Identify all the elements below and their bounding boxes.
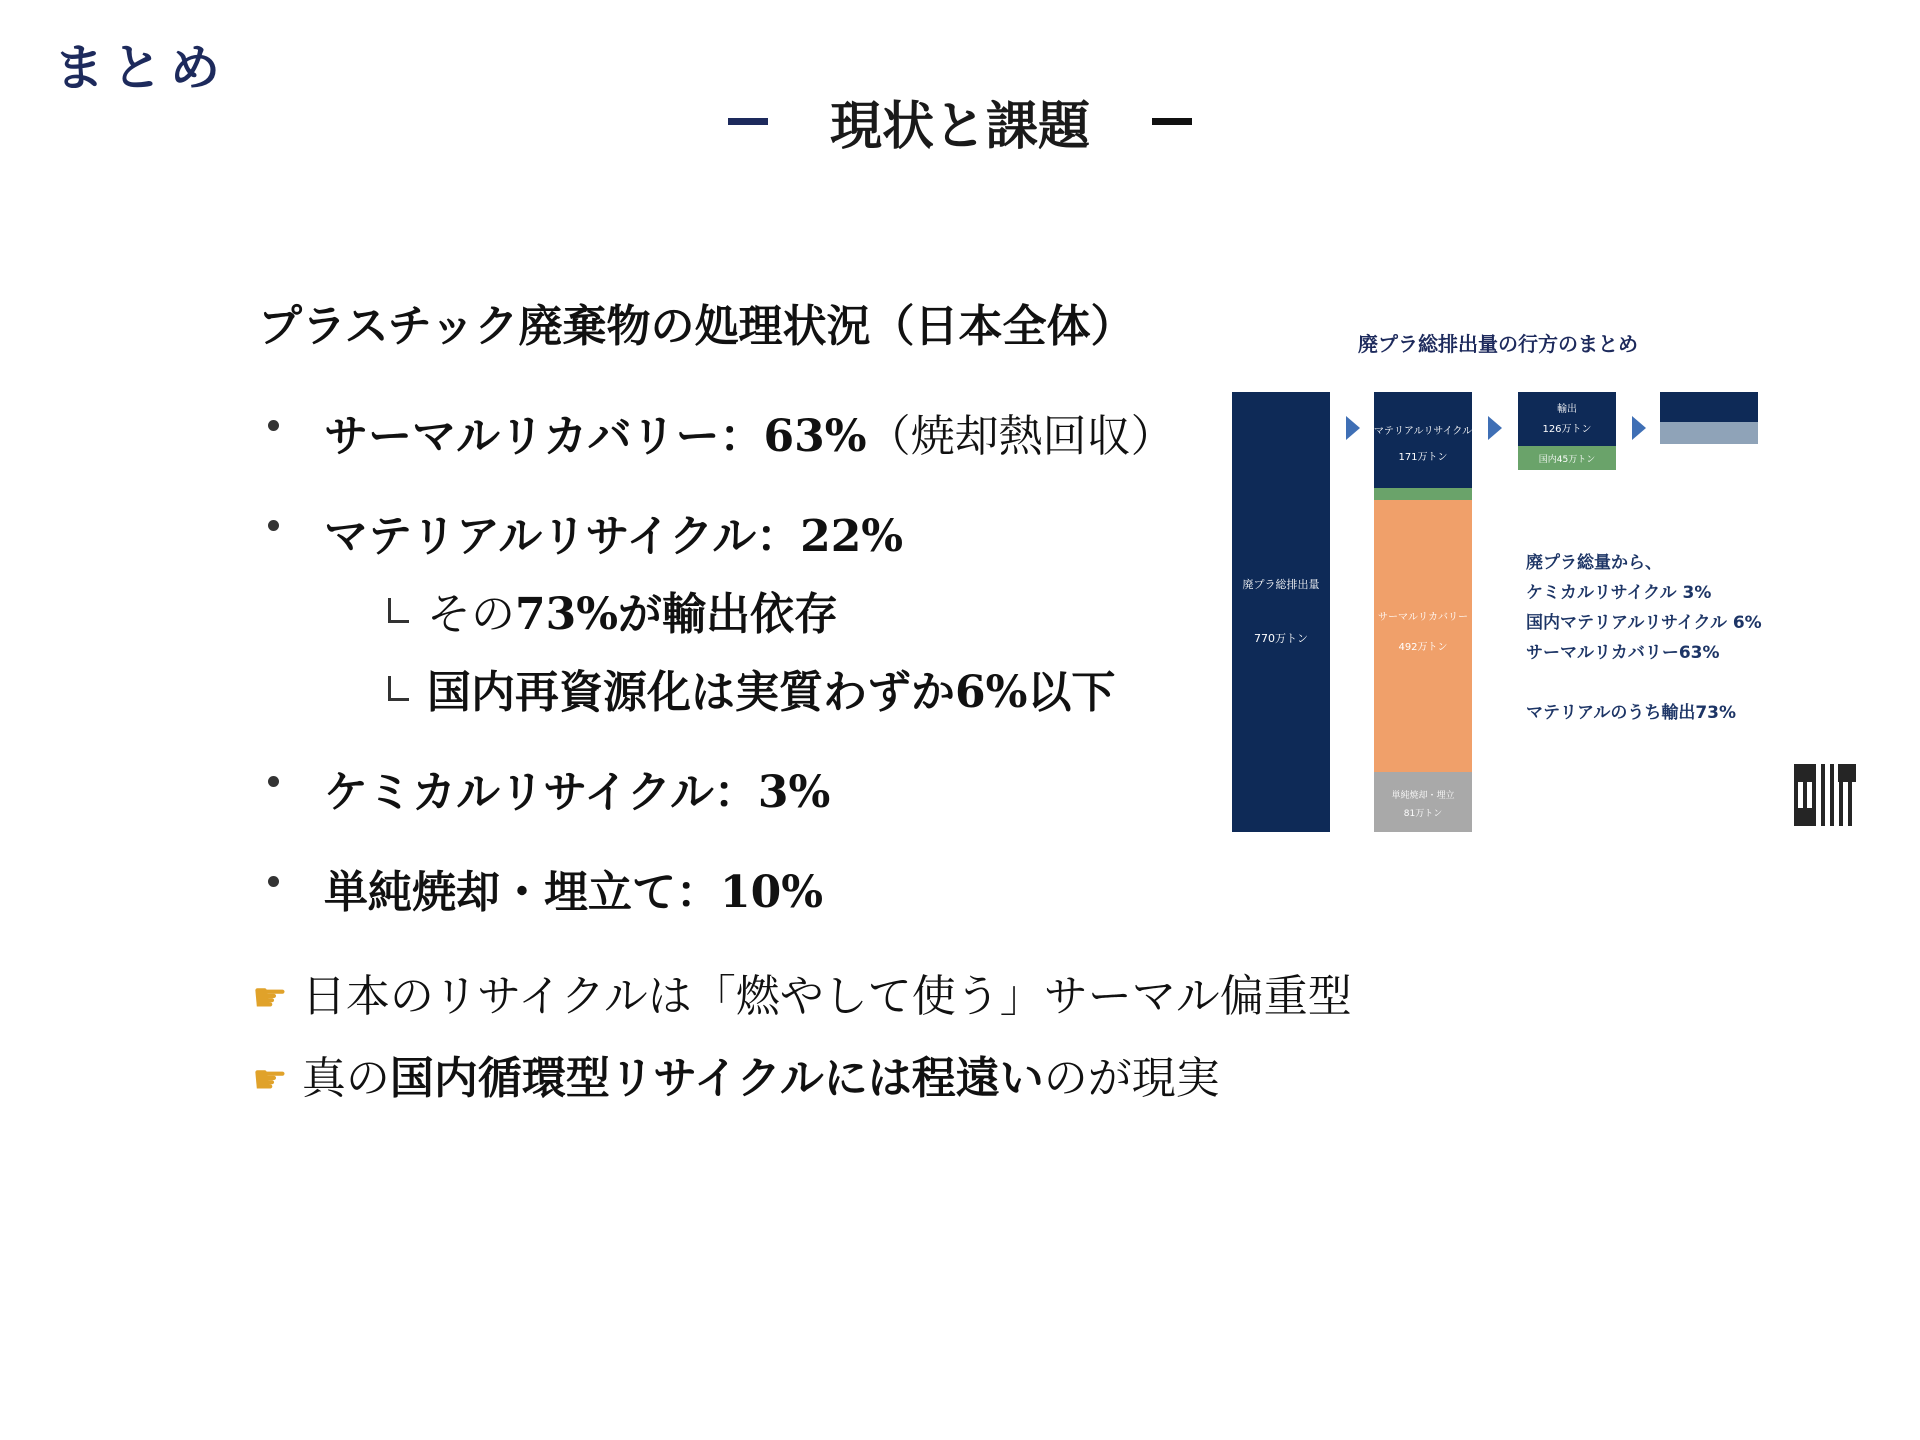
bullet-label: サーマルリカバリー：63%: [324, 411, 867, 462]
material-bar: [1374, 392, 1472, 488]
summary-line: サーマルリカバリー63%: [1526, 643, 1720, 663]
bullet-dot: [268, 876, 279, 887]
bullet-label: マテリアルリサイクル：22%: [324, 511, 904, 562]
total-value: 770万トン: [1254, 632, 1308, 645]
point-thermal-bias: [252, 960, 1352, 1024]
sub-item-export: [388, 578, 838, 642]
corner-mark-icon: [388, 598, 409, 623]
bullet-dot: [268, 776, 279, 787]
point-tail: のが現実: [1043, 1053, 1220, 1104]
figure-summary: [1526, 548, 1762, 728]
bullet-thermal-recovery: [278, 400, 1175, 464]
thermal-bar: [1374, 500, 1472, 772]
summary-line: マテリアルのうち輸出73%: [1526, 703, 1737, 723]
flow-arrow-icon: [1346, 416, 1360, 440]
section-heading: プラスチック廃棄物の処理状況（日本全体）: [258, 301, 1135, 352]
chemical-bar: [1374, 488, 1472, 500]
thermal-value: 492万トン: [1398, 642, 1448, 653]
incinerate-value: 81万トン: [1403, 809, 1443, 819]
total-label: 廃プラ総排出量: [1242, 578, 1320, 591]
material-value: 171万トン: [1398, 452, 1448, 463]
recycled-bar: [1660, 392, 1758, 422]
slide-title-bar: [0, 84, 1920, 159]
bullet-material-recycle: [278, 500, 903, 564]
flow-figure: [1228, 320, 1868, 850]
bullet-note: （焼却熱回収）: [866, 411, 1175, 462]
summary-line: 国内マテリアルリサイクル 6%: [1526, 613, 1762, 633]
flow-arrow-icon: [1632, 416, 1646, 440]
incinerate-bar: [1374, 772, 1472, 832]
point-text: 日本のリサイクルは「燃やして使う」サーマル偏重型: [301, 971, 1352, 1022]
point-lead: 真の: [301, 1053, 390, 1104]
export-label: 輸出: [1557, 404, 1577, 415]
point-domestic-circular: [252, 1042, 1220, 1106]
pointing-hand-icon: ☛: [252, 975, 288, 1021]
sub-item-text: 73%が輸出依存: [515, 589, 839, 640]
bullet-label: 単純焼却・埋立て：10%: [324, 867, 824, 918]
title-dash-left: [728, 118, 768, 125]
pointing-hand-icon: ☛: [252, 1057, 288, 1103]
qr-code-icon: [1794, 764, 1856, 826]
page-title: 現状と課題: [829, 97, 1090, 157]
point-bold: 国内循環型リサイクルには程遠い: [389, 1053, 1044, 1104]
thermal-label: サーマルリカバリー: [1378, 612, 1468, 623]
figure-title: 廃プラ総排出量の行方のまとめ: [1358, 332, 1638, 356]
domestic-label: 国内45万トン: [1538, 455, 1596, 465]
bullet-dot: [268, 520, 279, 531]
corner-title: まとめ: [54, 39, 228, 97]
bullet-chemical-recycle: [278, 756, 830, 820]
bullet-label: ケミカルリサイクル：3%: [324, 767, 831, 818]
material-label: マテリアルリサイクル: [1373, 426, 1473, 437]
total-bar: [1232, 392, 1330, 832]
export-bar: [1518, 392, 1616, 446]
export-value: 126万トン: [1542, 424, 1592, 435]
summary-line: ケミカルリサイクル 3%: [1526, 583, 1712, 603]
incinerate-label: 単純焼却・埋立: [1391, 791, 1455, 801]
sub-item-prefix: その: [427, 589, 515, 640]
summary-gap: [1526, 668, 1762, 698]
flow-arrow-icon: [1488, 416, 1502, 440]
corner-mark-icon: [388, 676, 409, 701]
summary-line: 廃プラ総量から、: [1526, 553, 1662, 573]
bullet-dot: [268, 420, 279, 431]
title-dash-right: [1152, 118, 1192, 125]
sub-item-text: 国内再資源化は実質わずか6%以下: [427, 667, 1116, 718]
sub-item-domestic: [388, 656, 1115, 720]
recycled-sub-bar: [1660, 422, 1758, 444]
bullet-incineration: [278, 856, 823, 920]
